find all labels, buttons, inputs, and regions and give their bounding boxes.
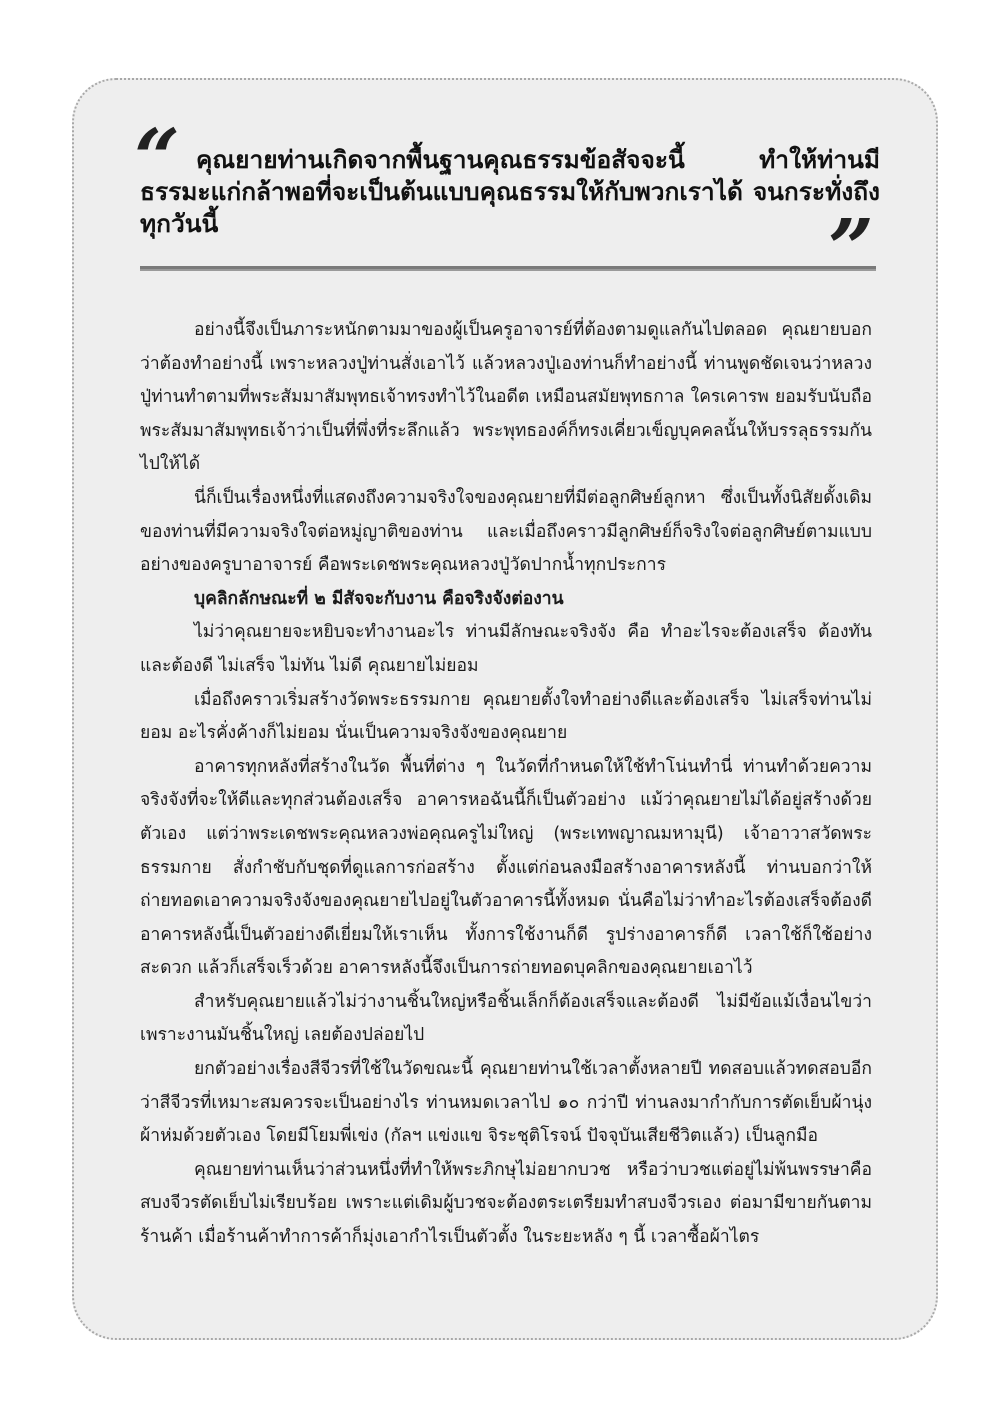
paragraph-2: นี่ก็เป็นเรื่องหนึ่งที่แสดงถึงความจริงใจของคุณยายที่มีต่อลูกศิษย์ลูกหา ซึ่งเป็นทั้งนิสัยดั้งเดิมของท่านที่มีความจริงใจต่อหมู่ญาติของท่าน และเมื่อถึงคราวมีลูกศิษย์ก็จริงใจต่อลูกศิษย์ตามแบบอย่างของครูบาอาจารย์ คือพระเดชพระคุณหลวงปู่วัดปากน้ำทุกประการ xyxy=(140,487,872,576)
paragraph-3: ไม่ว่าคุณยายจะหยิบจะทำงานอะไร ท่านมีลักษณะจริงจัง คือ ทำอะไรจะต้องเสร็จ ต้องทันและต้องดี ไม่เสร็จ ไม่ทัน ไม่ดี คุณยายไม่ยอม xyxy=(140,622,872,676)
paragraph-5: อาคารทุกหลังที่สร้างในวัด พื้นที่ต่าง ๆ ในวัดที่กำหนดให้ใช้ทำโน่นทำนี่ ท่านทำด้วยความจริงจังที่จะให้ดีและทุกส่วนต้องเสร็จ อาคารหอฉันนี้ก็เป็นตัวอย่าง แม้ว่าคุณยายไม่ได้อยู่สร้างด้วยตัวเอง แต่ว่าพระเดชพระคุณหลวงพ่อคุณครูไม่ใหญ่ (พระเทพญาณมหามุนี) เจ้าอาวาสวัดพระธรรมกาย สั่งกำชับกับชุดที่ดูแลการก่อสร้าง ตั้งแต่ก่อนลงมือสร้างอาคารหลังนี้ ท่านบอกว่าให้ถ่ายทอดเอาความจริงจังของคุณยายไปอยู่ในตัวอาคารนี้ทั้งหมด นั่นคือไม่ว่าทำอะไรต้องเสร็จต้องดี อาคารหลังนี้เป็นตัวอย่างดีเยี่ยมให้เราเห็น ทั้งการใช้งานก็ดี รูปร่างอาคารก็ดี เวลาใช้ก็ใช้อย่างสะดวก แล้วก็เสร็จเร็วด้วย อาคารหลังนี้จึงเป็นการถ่ายทอดบุคลิกของคุณยายเอาไว้ xyxy=(140,756,872,979)
paragraph-8: คุณยายท่านเห็นว่าส่วนหนึ่งที่ทำให้พระภิกษุไม่อยากบวช หรือว่าบวชแต่อยู่ไม่พ้นพรรษาคือสบงจีวรตัดเย็บไม่เรียบร้อย เพราะแต่เดิมผู้บวชจะต้องตระเตรียมทำสบงจีวรเอง ต่อมามีขายกันตามร้านค้า เมื่อร้านค้าทำการค้าก็มุ่งเอากำไรเป็นตัวตั้ง ในระยะหลัง ๆ นี้ เวลาซื้อผ้าไตร xyxy=(140,1159,872,1248)
paragraph-6: สำหรับคุณยายแล้วไม่ว่างานชิ้นใหญ่หรือชิ้นเล็กก็ต้องเสร็จและต้องดี ไม่มีข้อแม้เงื่อนไขว่าเพราะงานมันชิ้นใหญ่ เลยต้องปล่อยไป xyxy=(140,991,872,1046)
pull-quote-text: คุณยายท่านเกิดจากพื้นฐานคุณธรรมข้อสัจจะนี้ ทำให้ท่านมีธรรมะแก่กล้าพอที่จะเป็นต้นแบบคุณธรรมให้กับพวกเราได้ จนกระทั่งถึงทุกวันนี้ xyxy=(140,145,880,238)
paragraph-1: อย่างนี้จึงเป็นภาระหนักตามมาของผู้เป็นครูอาจารย์ที่ต้องตามดูแลกันไปตลอด คุณยายบอกว่าต้องทำอย่างนี้ เพราะหลวงปู่ท่านสั่งเอาไว้ แล้วหลวงปู่เองท่านก็ทำอย่างนี้ ท่านพูดชัดเจนว่าหลวงปู่ท่านทำตามที่พระสัมมาสัมพุทธเจ้าทรงทำไว้ในอดีต เหมือนสมัยพุทธกาล ใครเคารพ ยอมรับนับถือพระสัมมาสัมพุทธเจ้าว่าเป็นที่พึ่งที่ระลึกแล้ว พระพุทธองค์ก็ทรงเคี่ยวเข็ญบุคคลนั้นให้บรรลุธรรมกันไปให้ได้ xyxy=(140,320,872,475)
quote-divider xyxy=(140,266,876,271)
open-quote-mark: “ xyxy=(134,111,181,205)
paragraph-4: เมื่อถึงคราวเริ่มสร้างวัดพระธรรมกาย คุณยายตั้งใจทำอย่างดีและต้องเสร็จ ไม่เสร็จท่านไม่ยอม อะไรคั่งค้างก็ไม่ยอม นั่นเป็นความจริงจังของคุณยาย xyxy=(140,689,872,744)
close-quote-mark: ” xyxy=(827,201,874,295)
pull-quote xyxy=(134,111,880,295)
paragraph-7: ยกตัวอย่างเรื่องสีจีวรที่ใช้ในวัดขณะนี้ คุณยายท่านใช้เวลาตั้งหลายปี ทดสอบแล้วทดสอบอีกว่าสีจีวรที่เหมาะสมควรจะเป็นอย่างไร ท่านหมดเวลาไป ๑๐ กว่าปี ท่านลงมากำกับการตัดเย็บผ้านุ่งผ้าห่มด้วยตัวเอง โดยมีโยมพี่เข่ง (กัลฯ แข่งแข จิระชุติโรจน์ ปัจจุบันเสียชีวิตแล้ว) เป็นลูกมือ xyxy=(140,1059,872,1147)
section-heading: บุคลิกลักษณะที่ ๒ มีสัจจะกับงาน คือจริงจังต่องาน xyxy=(194,588,564,609)
article-body xyxy=(140,314,872,1255)
